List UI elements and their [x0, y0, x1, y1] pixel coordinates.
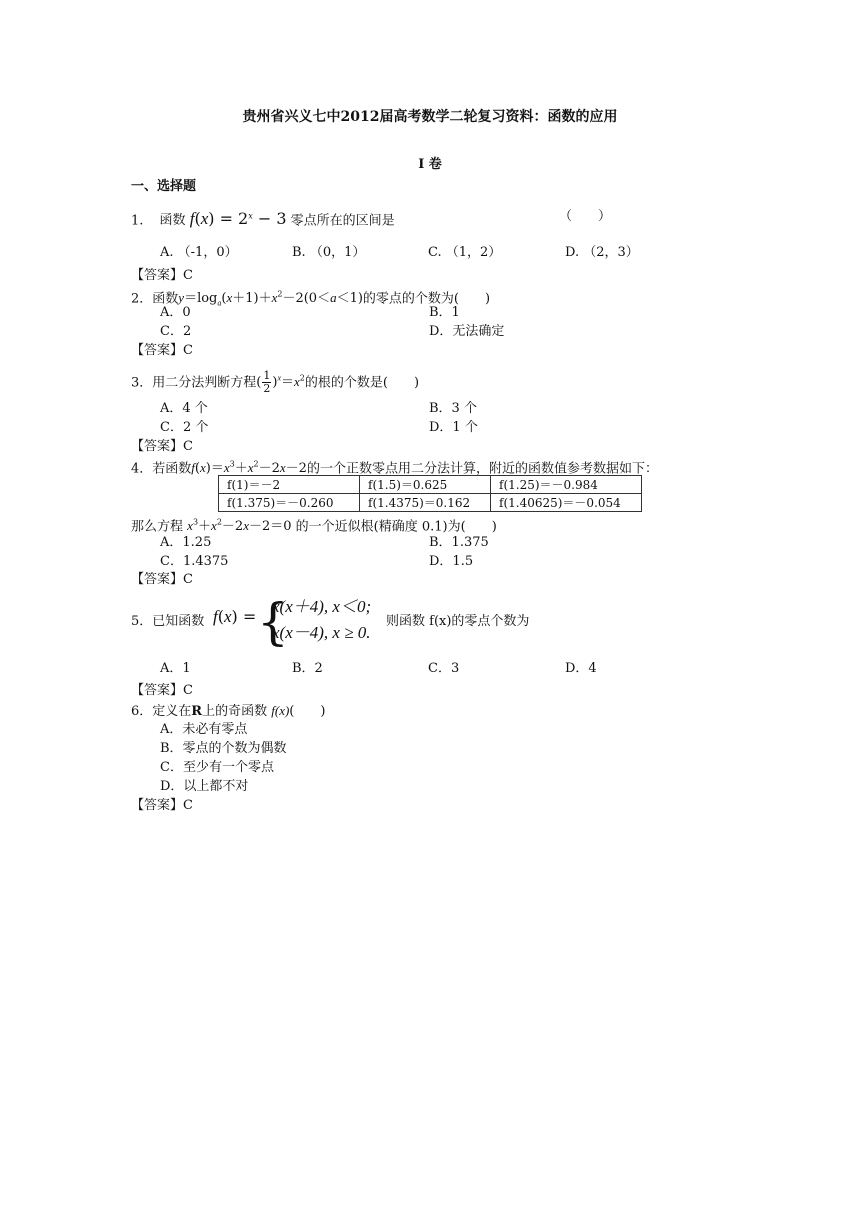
- q2-option-b: B．1: [429, 305, 460, 320]
- q5-prefix: [131, 613, 204, 631]
- q3-answer: 【答案】C: [131, 439, 193, 454]
- q5-option-b: B．2: [292, 661, 323, 676]
- q3-tail: 的根的个数是( ): [304, 375, 420, 391]
- table-row: [219, 494, 642, 512]
- q1-option-b: B. （0，1）: [292, 245, 366, 260]
- q6-set-r: R: [191, 704, 203, 719]
- q6-option-d: D．以上都不对: [160, 779, 249, 794]
- table-cell: f(1.40625)＝－0.054: [491, 494, 642, 512]
- question-1: [131, 206, 395, 232]
- q3-option-a: A．4 个: [160, 401, 208, 416]
- q6-option-a: A．未必有零点: [160, 722, 248, 737]
- q3-option-b: B．3 个: [429, 401, 477, 416]
- q4-option-b: B．1.375: [429, 535, 489, 550]
- q5-fx: f(x) =: [213, 607, 257, 626]
- q6-option-c: C．至少有一个零点: [160, 760, 274, 775]
- q2-answer: 【答案】C: [131, 343, 193, 358]
- q2-prefix: 2．函数: [131, 291, 179, 307]
- table-cell: f(1.25)＝－0.984: [491, 476, 642, 494]
- q4-prefix: 4．若函数: [131, 461, 192, 477]
- q1-option-d: D. （2，3）: [565, 245, 639, 260]
- q1-suffix: 零点所在的区间是: [290, 213, 395, 229]
- question-6: [131, 702, 325, 721]
- q6-tail: ( ): [289, 704, 326, 719]
- q4-option-c: C．1.4375: [160, 554, 229, 569]
- q4-line2-pre: 那么方程: [131, 519, 184, 535]
- table-cell: f(1)＝－2: [219, 476, 360, 494]
- volume-label: I 卷: [418, 157, 442, 172]
- q6-mid: 上的奇函数: [202, 704, 268, 719]
- q1-answer-paren: （ ）: [559, 209, 612, 224]
- q1-pre: 函数: [159, 213, 186, 229]
- q4-equation: $x^3+x^2-2x-2=0$: [187, 518, 296, 535]
- q1-answer: 【答案】C: [131, 268, 193, 283]
- q3-option-c: C．2 个: [160, 420, 209, 435]
- q5-tail: 则函数 f(x)的零点个数为: [386, 614, 530, 629]
- q2-option-d: D．无法确定: [429, 324, 505, 339]
- table-cell: f(1.4375)＝0.162: [360, 494, 491, 512]
- q4-line2-tail: 的一个近似根(精确度 0.1)为( ): [295, 519, 497, 535]
- q4-option-d: D．1.5: [429, 554, 474, 569]
- q3-prefix: 3．用二分法判断方程: [131, 375, 257, 391]
- q6-prefix: 6．定义在: [131, 704, 192, 719]
- q6-option-b: B．零点的个数为偶数: [160, 741, 287, 756]
- table-row: [219, 476, 642, 494]
- q6-fx: f(x): [271, 703, 290, 718]
- q1-option-a: A. （-1，0）: [160, 245, 238, 260]
- q2-formula: $y=\log_a(x+1)+x^2-2(0<a<1)$: [178, 290, 363, 308]
- table-cell: f(1.5)＝0.625: [360, 476, 491, 494]
- q3-formula: ( $\frac{1}{2}$ )$^x=x^2$: [256, 369, 305, 396]
- q1-option-c: C. （1，2）: [428, 245, 502, 260]
- q5-option-c: C．3: [428, 661, 460, 676]
- q5-brace: {: [257, 593, 289, 651]
- q1-formula: $f(x) = 2^x - 3$: [189, 209, 287, 229]
- q1-number: 1.: [131, 213, 144, 229]
- q5-answer: 【答案】C: [131, 683, 193, 698]
- document-title: 贵州省兴义七中2012届高考数学二轮复习资料：函数的应用: [242, 109, 618, 125]
- q5-option-d: D．4: [565, 661, 597, 676]
- q2-option-a: A．0: [160, 305, 191, 320]
- q5-case-1: x(x＋4), x＜0;: [272, 597, 372, 616]
- q5-option-a: A．1: [160, 661, 191, 676]
- q6-answer: 【答案】C: [131, 798, 193, 813]
- q5-case-2: x(x－4), x ≥ 0.: [272, 623, 371, 642]
- q4-tail: 的一个正数零点用二分法计算，附近的函数值参考数据如下：: [306, 461, 658, 477]
- q4-value-table: [218, 475, 642, 512]
- q2-option-c: C．2: [160, 324, 192, 339]
- q4-option-a: A．1.25: [160, 535, 212, 550]
- table-cell: f(1.375)＝－0.260: [219, 494, 360, 512]
- question-3: [131, 364, 419, 398]
- q4-answer: 【答案】C: [131, 572, 193, 587]
- q2-tail: 的零点的个数为( ): [362, 291, 491, 307]
- section-heading: 一、选择题: [131, 179, 197, 194]
- q4-formula: $f(x)=x^3+x^2-2x-2$: [191, 460, 307, 477]
- q5-prefix-text: 5．已知函数: [131, 614, 205, 629]
- q4-line2: [131, 514, 497, 536]
- q3-option-d: D．1 个: [429, 420, 478, 435]
